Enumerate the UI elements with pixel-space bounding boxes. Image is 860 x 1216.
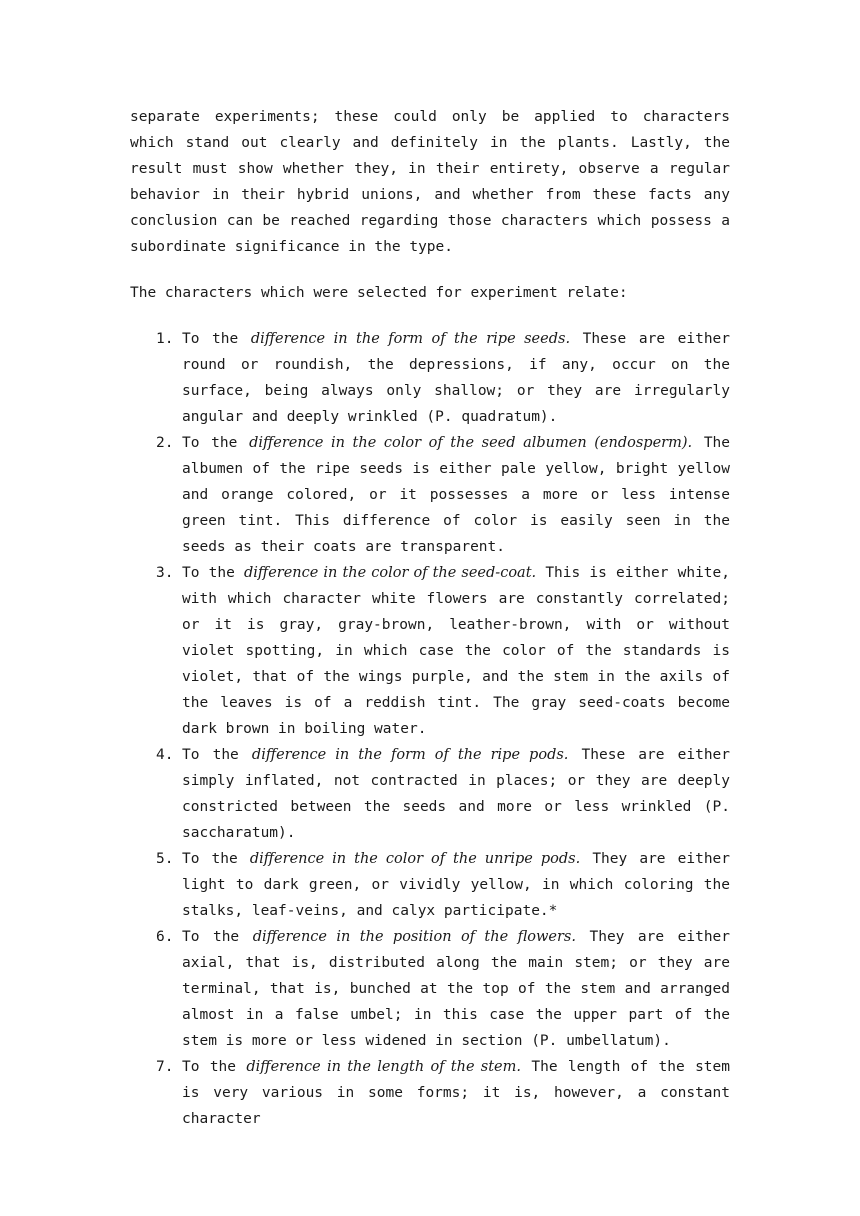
list-item-emphasis: difference in the form of the ripe seeds.: [250, 331, 571, 347]
list-item: [130, 742, 730, 846]
list-item-emphasis: difference in the form of the ripe pods.: [251, 747, 569, 763]
list-item-prefix: To the: [182, 565, 245, 581]
list-item-number: 2.: [156, 435, 174, 451]
list-item: [130, 1054, 730, 1132]
list-item-text: They are either light to dark green, or vividly yellow, in which coloring the stalks, leaf-veins, and calyx participate.*: [182, 851, 731, 919]
document-page: [130, 104, 730, 1132]
list-item: [130, 560, 730, 742]
list-item-prefix: To the: [182, 851, 250, 867]
list-item-text: This is either white, with which character white flowers are constantly correlated; or it is gray, gray-brown, leather-brown, with or without violet spotting, in which case the color of the standards is violet, that of the wings purple, and the stem in the axils of the leaves is of a reddish tint. The gray seed-coats become dark brown in boiling water.: [182, 565, 730, 737]
intro-paragraph: separate experiments; these could only be applied to characters which stand out clearly and definitely in the plants. Lastly, the result must show whether they, in their entirety, observe a regular behavior in their hybrid unions, and whether from these facts any conclusion can be reached regarding those characters which possess a subordinate significance in the type.: [130, 109, 730, 255]
list-item: [130, 430, 730, 560]
list-item: [130, 846, 730, 924]
list-lead-paragraph: The characters which were selected for experiment relate:: [130, 285, 628, 301]
list-item-number: 7.: [156, 1059, 174, 1075]
list-item: [130, 924, 730, 1054]
list-item-emphasis: difference in the length of the stem.: [246, 1059, 521, 1075]
list-item-prefix: To the: [182, 929, 253, 945]
list-item-prefix: To the: [182, 435, 250, 451]
list-item-text: The length of the stem is very various in some forms; it is, however, a constant character: [182, 1059, 730, 1127]
list-item: [130, 326, 730, 430]
list-item-prefix: To the: [182, 331, 251, 347]
list-item-prefix: To the: [182, 1059, 247, 1075]
list-item-emphasis: difference in the color of the unripe pods.: [249, 851, 581, 867]
list-item-number: 1.: [156, 331, 174, 347]
list-item-number: 5.: [156, 851, 174, 867]
list-item-text: The albumen of the ripe seeds is either pale yellow, bright yellow and orange colored, or it possesses a more or less intense green tint. This difference of color is easily seen in the seeds as their coats are transparent.: [182, 435, 731, 555]
list-item-text: These are either round or roundish, the depressions, if any, occur on the surface, being always only shallow; or they are irregularly angular and deeply wrinkled (P. quadratum).: [182, 331, 731, 425]
list-item-number: 4.: [156, 747, 174, 763]
list-item-text: These are either simply inflated, not contracted in places; or they are deeply constricted between the seeds and more or less wrinkled (P. saccharatum).: [182, 747, 731, 841]
characters-list: [130, 326, 730, 1132]
list-item-emphasis: difference in the color of the seed albumen (endosperm).: [249, 435, 693, 451]
list-item-number: 3.: [156, 565, 174, 581]
list-item-prefix: To the: [182, 747, 252, 763]
list-item-emphasis: difference in the color of the seed-coat.: [244, 565, 537, 581]
list-item-number: 6.: [156, 929, 174, 945]
list-item-text: They are either axial, that is, distributed along the main stem; or they are terminal, that is, bunched at the top of the stem and arranged almost in a false umbel; in this case the upper part of the stem is more or less widened in section (P. umbellatum).: [182, 929, 731, 1049]
list-item-emphasis: difference in the position of the flowers.: [252, 929, 576, 945]
